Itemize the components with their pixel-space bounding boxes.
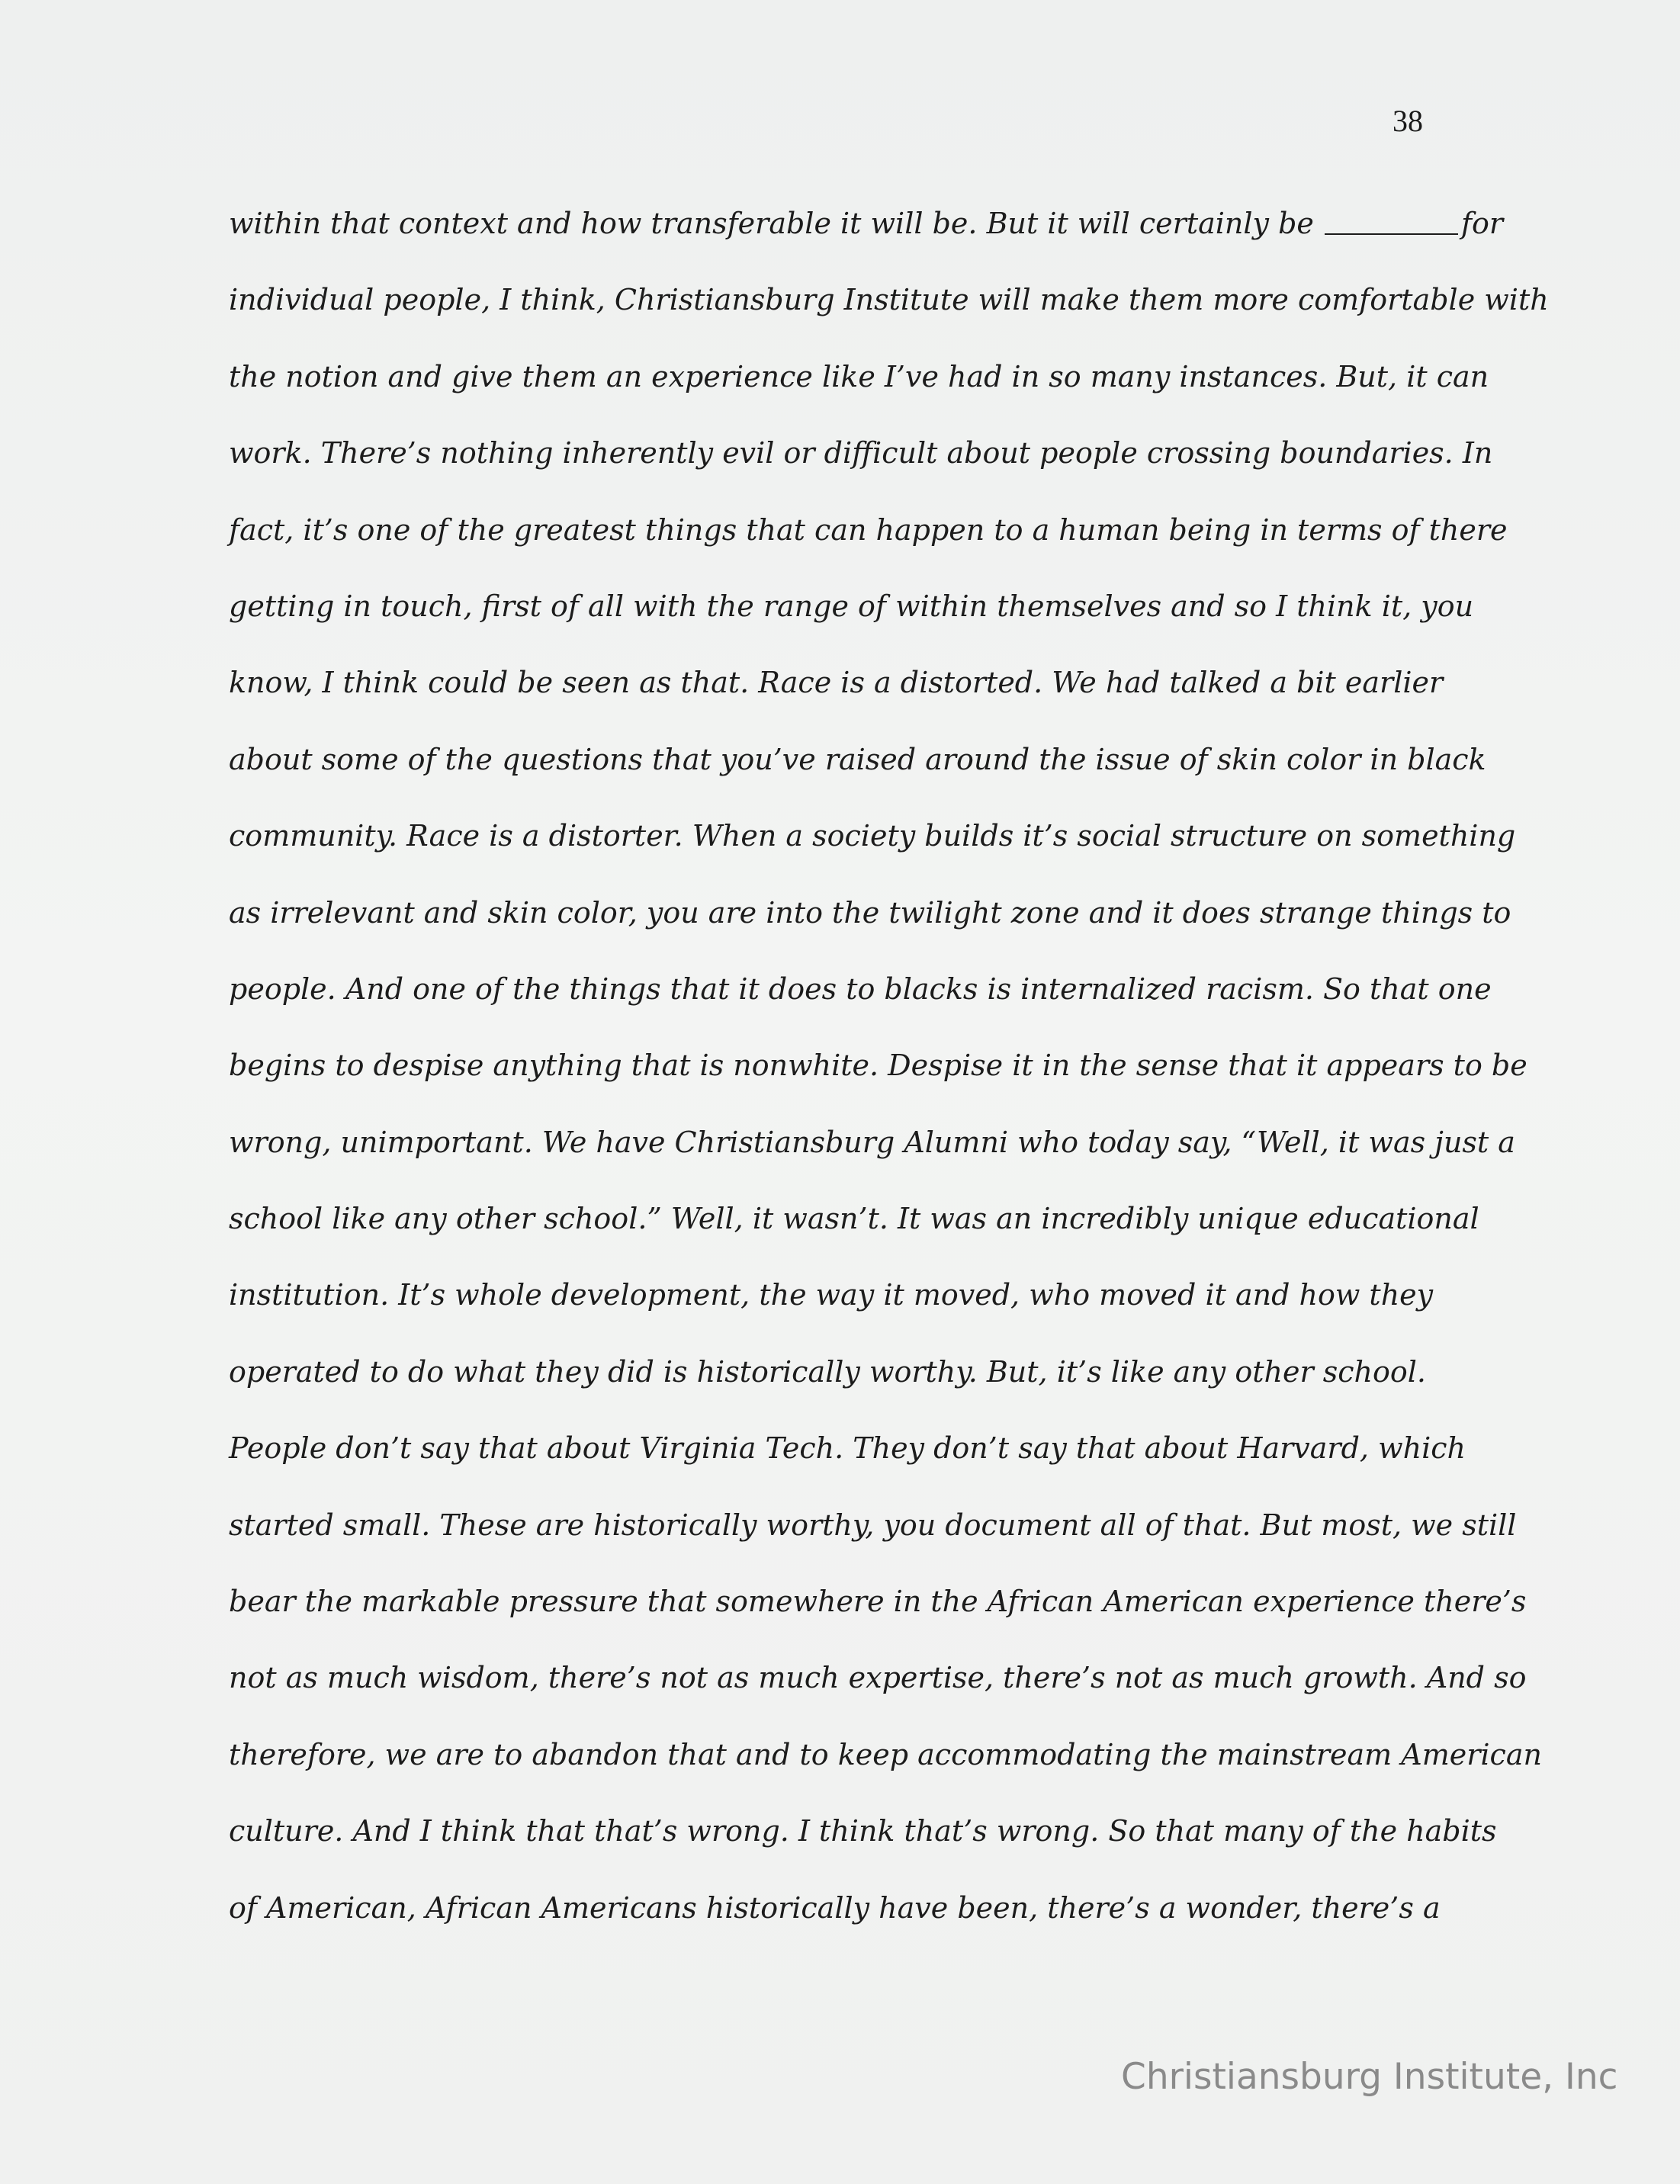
text-line: operated to do what they did is historically worthy. But, it’s like any other school. bbox=[229, 1354, 1426, 1389]
text-line: work. There’s nothing inherently evil or difficult about people crossing boundaries. In bbox=[229, 436, 1493, 471]
text-line bbox=[229, 197, 1504, 273]
text-line: fact, it’s one of the greatest things that can happen to a human being in terms of there bbox=[229, 512, 1508, 547]
watermark: Christiansburg Institute, Inc bbox=[1121, 2056, 1618, 2098]
text-line: getting in touch, first of all with the range of within themselves and so I think it, you bbox=[229, 589, 1474, 623]
text-line: school like any other school.” Well, it wasn’t. It was an incredibly unique educational bbox=[229, 1202, 1479, 1236]
text-line: of American, African Americans historically have been, there’s a wonder, there’s a bbox=[229, 1890, 1441, 1925]
transcript-body bbox=[229, 197, 1549, 1958]
text-line: therefore, we are to abandon that and to keep accommodating the mainstream American bbox=[229, 1737, 1542, 1771]
text-line: bear the markable pressure that somewhere in the African American experience there’s bbox=[229, 1585, 1527, 1619]
page-number: 38 bbox=[1393, 104, 1423, 138]
text-line: culture. And I think that that’s wrong. I think that’s wrong. So that many of the habits bbox=[229, 1814, 1497, 1848]
text-line: about some of the questions that you’ve raised around the issue of skin color in black bbox=[229, 742, 1486, 776]
text-line-end: for bbox=[1460, 207, 1504, 240]
text-line: the notion and give them an experience like I’ve had in so many instances. But, it can bbox=[229, 359, 1489, 393]
text-line: community. Race is a distorter. When a society builds it’s social structure on something bbox=[229, 819, 1516, 853]
blank-line bbox=[1325, 206, 1458, 235]
text-line: institution. It’s whole development, the way it moved, who moved it and how they bbox=[229, 1278, 1434, 1312]
text-line: wrong, unimportant. We have Christiansburg Alumni who today say, “Well, it was just a bbox=[229, 1125, 1515, 1159]
text-line: not as much wisdom, there’s not as much expertise, there’s not as much growth. And so bbox=[229, 1661, 1527, 1695]
text-line: people. And one of the things that it does to blacks is internalized racism. So that one bbox=[229, 972, 1492, 1006]
text-line: individual people, I think, Christiansburg Institute will make them more comfortable with bbox=[229, 283, 1549, 317]
text-line: as irrelevant and skin color, you are into the twilight zone and it does strange things to bbox=[229, 895, 1511, 930]
text-line-start: within that context and how transferable it will be. But it will certainly be bbox=[229, 207, 1323, 240]
text-line: People don’t say that about Virginia Tech. They don’t say that about Harvard, which bbox=[229, 1431, 1466, 1466]
text-line: started small. These are historically worthy, you document all of that. But most, we still bbox=[229, 1508, 1517, 1542]
text-line: begins to despise anything that is nonwhite. Despise it in the sense that it appears to be bbox=[229, 1049, 1527, 1083]
text-line: know, I think could be seen as that. Race is a distorted. We had talked a bit earlier bbox=[229, 666, 1444, 700]
